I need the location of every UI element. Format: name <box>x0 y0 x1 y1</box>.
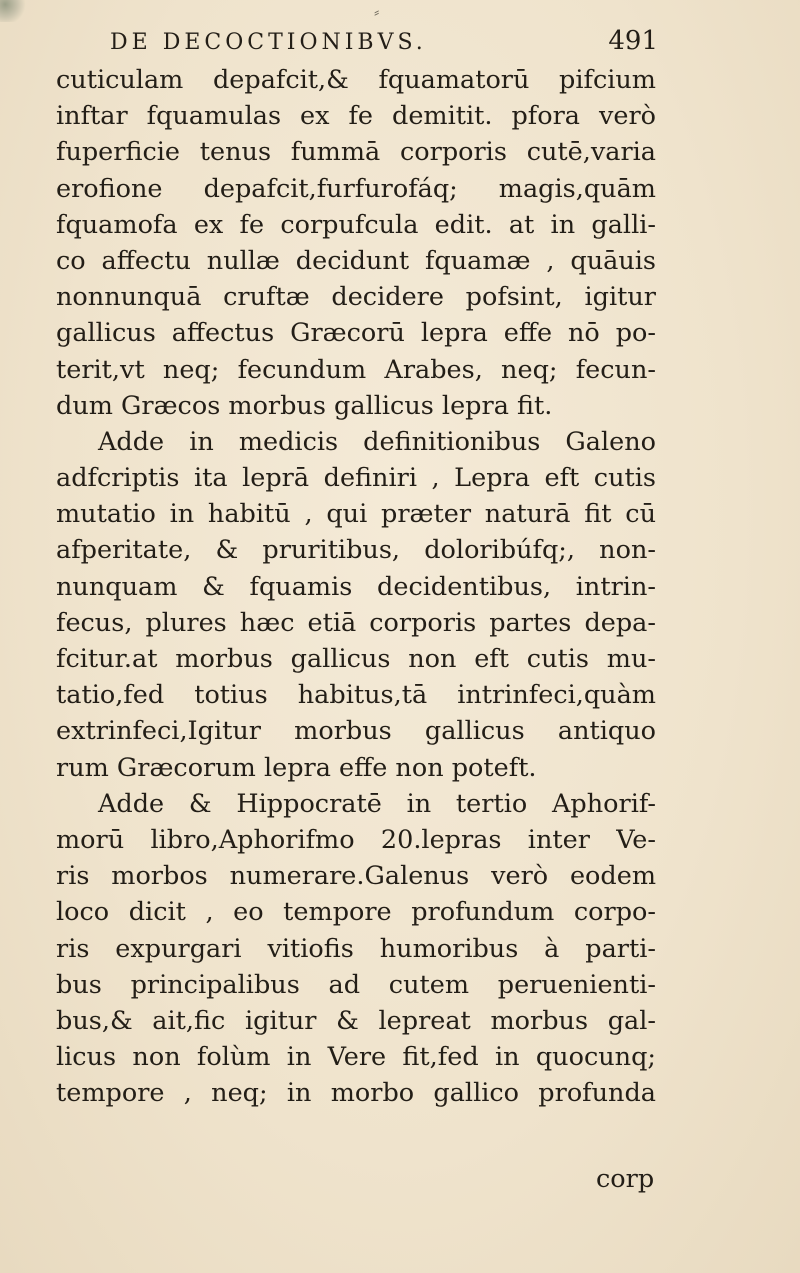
text-line: morū libro,Aphorifmo 20.lepras inter Ve- <box>56 824 656 855</box>
running-head: DE DECOCTIONIBVS. <box>110 30 427 55</box>
text-line: tempore , neq; in morbo gallico profunda <box>56 1078 656 1109</box>
body-text <box>56 62 656 1111</box>
text-line: rum Græcorum lepra effe non poteft. <box>56 752 537 783</box>
ink-mark: ⸗ <box>374 2 380 21</box>
text-line: mutatio in habitū , qui præter naturā fit cū <box>56 499 656 530</box>
text-line: afperitate, & pruritibus, doloribúfq;, non- <box>56 535 656 566</box>
text-line: adfcriptis ita leprā definiri , Lepra eft cutis <box>56 463 656 494</box>
text-line: gallicus affectus Græcorū lepra effe nō po- <box>56 318 656 349</box>
text-line: bus,& ait,fic igitur & lepreat morbus gal- <box>56 1005 656 1036</box>
text-line: ris morbos numerare.Galenus verò eodem <box>56 861 656 892</box>
text-line: fquamofa ex fe corpufcula edit. at in galli- <box>56 209 656 240</box>
text-line: extrinfeci,Igitur morbus gallicus antiquo <box>56 716 656 747</box>
page-header <box>110 26 658 64</box>
text-line: nonnunquā cruftæ decidere pofsint, igitur <box>56 282 656 313</box>
text-line: fecus, plures hæc etiā corporis partes depa- <box>56 607 656 638</box>
text-line: ris expurgari vitiofis humoribus à parti- <box>56 933 656 964</box>
catchword: corp <box>596 1164 655 1194</box>
text-line: bus principalibus ad cutem peruenienti- <box>56 969 656 1000</box>
text-line: dum Græcos morbus gallicus lepra fit. <box>56 390 553 421</box>
corner-stain <box>0 0 26 22</box>
text-line: licus non folùm in Vere fit,fed in quocunq; <box>56 1042 656 1073</box>
text-line: fuperficie tenus fummā corporis cutē,varia <box>56 137 656 168</box>
page-number: 491 <box>608 26 658 56</box>
text-line: terit,vt neq; fecundum Arabes, neq; fecun- <box>56 354 656 385</box>
text-line: inftar fquamulas ex fe demitit. pfora verò <box>56 101 656 132</box>
paragraph-start-line: Adde in medicis definitionibus Galeno <box>98 426 656 457</box>
text-line: co affectu nullæ decidunt fquamæ , quāuis <box>56 245 656 276</box>
text-line: erofione depafcit,furfurofáq; magis,quām <box>56 173 656 204</box>
text-line: fcitur.at morbus gallicus non eft cutis mu- <box>56 644 656 674</box>
text-line: cuticulam depafcit,& fquamatorū pifcium <box>56 65 656 95</box>
text-line: tatio,fed totius habitus,tā intrinfeci,quàm <box>56 680 656 711</box>
text-line: loco dicit , eo tempore profundum corpo- <box>56 897 656 928</box>
paragraph-start-line: Adde & Hippocratē in tertio Aphorif- <box>98 788 656 819</box>
text-line: nunquam & fquamis decidentibus, intrin- <box>56 571 656 602</box>
